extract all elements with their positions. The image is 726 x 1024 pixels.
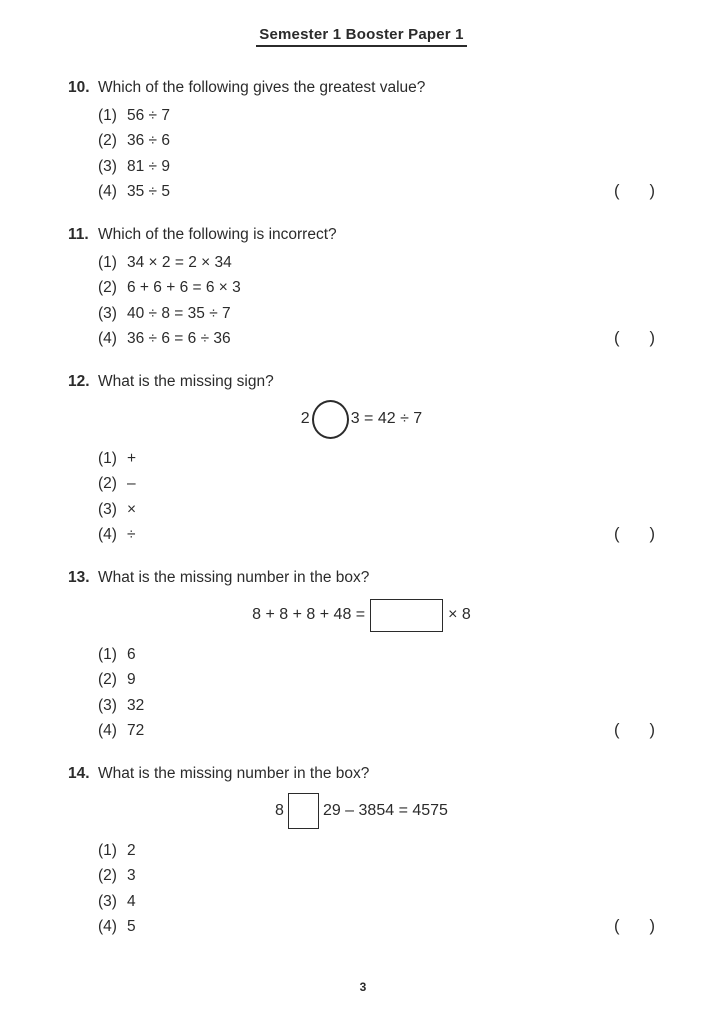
option-4 — [98, 526, 136, 544]
option-label: (1) — [98, 841, 117, 859]
option-label: (4) — [98, 526, 117, 544]
options-list — [68, 103, 655, 205]
option-2 — [98, 867, 136, 885]
question-title — [68, 77, 655, 99]
option-label: (3) — [98, 500, 117, 518]
answer-bracket-close: ) — [649, 328, 655, 347]
option-text: ÷ — [127, 526, 136, 544]
question-number: 11. — [68, 226, 89, 243]
answer-bracket-close: ) — [649, 916, 655, 935]
page-footer — [0, 980, 726, 994]
question-title — [68, 567, 655, 589]
answer-bracket-close: ) — [649, 720, 655, 739]
option-2 — [98, 132, 170, 150]
option-row — [98, 180, 655, 206]
equation-line — [68, 791, 655, 831]
option-row — [98, 668, 655, 694]
option-3 — [98, 501, 136, 519]
option-text: 35 ÷ 5 — [127, 183, 170, 201]
question-11 — [68, 224, 655, 352]
option-4 — [98, 722, 144, 740]
question-number: 13. — [68, 569, 90, 586]
option-label: (1) — [98, 645, 117, 663]
option-4 — [98, 330, 231, 348]
question-text: Which of the following is incorrect? — [98, 226, 337, 243]
question-title — [68, 763, 655, 785]
question-number: 14. — [68, 765, 90, 782]
equation-before: 8 + 8 + 8 + 48 = — [252, 606, 366, 623]
equation-line — [68, 595, 655, 635]
option-4 — [98, 918, 136, 936]
question-title — [68, 371, 655, 393]
question-10 — [68, 77, 655, 205]
option-text: × — [127, 500, 137, 518]
option-label: (4) — [98, 722, 117, 740]
option-label: (2) — [98, 279, 117, 297]
options-list — [68, 642, 655, 744]
option-label: (1) — [98, 106, 117, 124]
answer-brackets — [614, 329, 655, 348]
option-row — [98, 472, 655, 498]
option-text: 36 ÷ 6 — [127, 132, 170, 150]
option-row — [98, 301, 655, 327]
option-row — [98, 497, 655, 523]
option-row — [98, 523, 655, 549]
option-label: (4) — [98, 330, 117, 348]
page-number: 3 — [359, 980, 367, 994]
option-3 — [98, 893, 136, 911]
option-text: 6 + 6 + 6 = 6 × 3 — [127, 279, 241, 297]
missing-number-box — [288, 793, 319, 829]
answer-bracket-open: ( — [614, 328, 620, 347]
option-label: (1) — [98, 253, 117, 271]
option-1 — [98, 107, 170, 125]
answer-bracket-close: ) — [649, 524, 655, 543]
option-text: – — [127, 475, 136, 493]
answer-bracket-open: ( — [614, 181, 620, 200]
option-3 — [98, 158, 170, 176]
option-label: (3) — [98, 304, 117, 322]
option-text: 32 — [127, 696, 145, 714]
question-12 — [68, 371, 655, 548]
option-label: (3) — [98, 696, 117, 714]
option-text: 4 — [127, 892, 136, 910]
option-label: (2) — [98, 132, 117, 150]
option-text: 3 — [127, 867, 136, 885]
option-text: 72 — [127, 722, 145, 740]
question-13 — [68, 567, 655, 744]
option-row — [98, 129, 655, 155]
answer-brackets — [614, 182, 655, 201]
option-label: (2) — [98, 867, 117, 885]
option-label: (2) — [98, 671, 117, 689]
option-label: (1) — [98, 449, 117, 467]
option-row — [98, 154, 655, 180]
answer-bracket-open: ( — [614, 720, 620, 739]
question-title — [68, 224, 655, 246]
option-text: 34 × 2 = 2 × 34 — [127, 253, 232, 271]
option-text: 6 — [127, 645, 136, 663]
option-text: 56 ÷ 7 — [127, 106, 170, 124]
option-label: (2) — [98, 475, 117, 493]
options-list — [68, 250, 655, 352]
option-1 — [98, 450, 136, 468]
question-text: What is the missing sign? — [98, 373, 274, 390]
question-14 — [68, 763, 655, 940]
equation-after: 29 – 3854 = 4575 — [322, 802, 448, 819]
option-2 — [98, 279, 241, 297]
answer-brackets — [614, 721, 655, 740]
option-label: (4) — [98, 183, 117, 201]
option-text: 36 ÷ 6 = 6 ÷ 36 — [127, 330, 231, 348]
option-row — [98, 693, 655, 719]
option-row — [98, 327, 655, 353]
question-number: 10. — [68, 79, 90, 96]
option-row — [98, 838, 655, 864]
option-text: + — [127, 449, 137, 467]
option-2 — [98, 671, 136, 689]
missing-number-box — [370, 599, 443, 632]
option-label: (3) — [98, 892, 117, 910]
question-text: Which of the following gives the greatest value? — [98, 79, 426, 96]
options-list — [68, 446, 655, 548]
question-number: 12. — [68, 373, 90, 390]
option-text: 2 — [127, 841, 136, 859]
option-row — [98, 446, 655, 472]
option-row — [98, 864, 655, 890]
answer-brackets — [614, 917, 655, 936]
equation-line — [68, 399, 655, 439]
option-3 — [98, 697, 144, 715]
option-row — [98, 915, 655, 941]
option-row — [98, 642, 655, 668]
option-1 — [98, 842, 136, 860]
answer-bracket-close: ) — [649, 181, 655, 200]
option-row — [98, 250, 655, 276]
question-text: What is the missing number in the box? — [98, 569, 370, 586]
equation-after: 3 = 42 ÷ 7 — [350, 410, 423, 427]
option-1 — [98, 254, 232, 272]
question-text: What is the missing number in the box? — [98, 765, 370, 782]
option-text: 9 — [127, 671, 136, 689]
option-text: 5 — [127, 918, 136, 936]
option-label: (3) — [98, 157, 117, 175]
paper-header — [68, 26, 655, 47]
answer-bracket-open: ( — [614, 524, 620, 543]
option-row — [98, 276, 655, 302]
option-4 — [98, 183, 170, 201]
equation-before: 2 — [300, 410, 310, 427]
missing-sign-circle — [312, 400, 349, 439]
option-2 — [98, 475, 136, 493]
answer-brackets — [614, 525, 655, 544]
option-row — [98, 719, 655, 745]
option-text: 40 ÷ 8 = 35 ÷ 7 — [127, 304, 231, 322]
answer-bracket-open: ( — [614, 916, 620, 935]
option-label: (4) — [98, 918, 117, 936]
options-list — [68, 838, 655, 940]
option-row — [98, 889, 655, 915]
paper-title: Semester 1 Booster Paper 1 — [256, 26, 466, 47]
option-row — [98, 103, 655, 129]
option-1 — [98, 646, 136, 664]
option-text: 81 ÷ 9 — [127, 157, 170, 175]
option-3 — [98, 305, 231, 323]
equation-before: 8 — [275, 802, 284, 819]
equation-after: × 8 — [448, 606, 471, 623]
